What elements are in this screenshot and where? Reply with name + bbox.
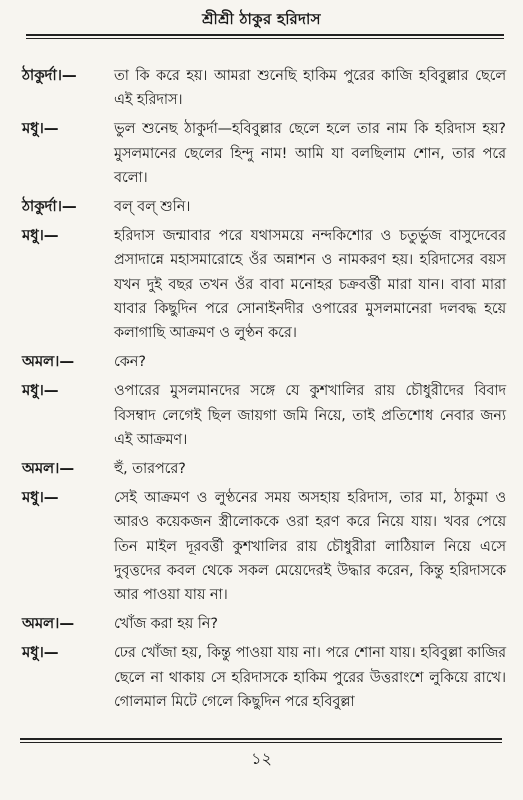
dialogue-entry	[0, 350, 523, 374]
speaker-label: মধু।—	[22, 227, 59, 245]
speaker-label: মধু।—	[22, 644, 59, 662]
speaker-label: মধু।—	[22, 382, 59, 400]
dialogue-entry	[0, 195, 523, 219]
header-rule	[26, 34, 504, 39]
speaker-label: অমল।—	[22, 353, 75, 371]
speaker-label: অমল।—	[22, 460, 75, 478]
speech-text: কেন?	[114, 354, 146, 371]
speech-text: ঢের খোঁজা হয়, কিন্তু পাওয়া যায় না। পরে শোনা যায়। হবিবুল্লা কাজির ছেলে না থাকায় সে হরিদাসকে হাকিম পুরের উত্তরাংশে লুকিয়ে রাখে। গোলমাল মিটে গেলে কিছুদিন পরে হবিবুল্লা	[114, 645, 506, 710]
speaker-label: মধু।—	[22, 489, 59, 507]
footer-rule	[20, 738, 502, 743]
speaker-label: অমল।—	[22, 615, 75, 633]
speech-text: খোঁজ করা হয় নি?	[114, 616, 218, 633]
speech-text: হরিদাস জন্মাবার পরে যথাসময়ে নন্দকিশোর ও চতুর্ভুজ বাসুদেবের প্রসাদান্নে মহাসমারোহে ওঁর অন্নাশন ও নামকরণ হয়। হরিদাসের বয়স যখন দুই বছর তখন ওঁর বাবা মনোহর চক্রবর্ত্তী মারা যান। বাবা মারা যাবার কিছুদিন পরে সোনাইনদীর ওপারের মুসলমানেরা দলবদ্ধ হয়ে কলাগাছি আক্রমণ ও লুণ্ঠন করে।	[114, 228, 506, 342]
dialogue-entry	[0, 641, 523, 714]
dialogue-entry	[0, 486, 523, 607]
speech-text: ভুল শুনেছ ঠাকুর্দা—হবিবুল্লার ছেলে হলে তার নাম কি হরিদাস হয়? মুসলমানের ছেলের হিন্দু নাম! আমি যা বলছিলাম শোন, তার পরে বলো।	[114, 121, 506, 186]
speech-text: হুঁ, তারপরে?	[114, 461, 186, 478]
running-header: শ্রীশ্রী ঠাকুর হরিদাস	[202, 10, 321, 28]
speaker-label: ঠাকুর্দা।—	[22, 67, 77, 84]
speech-text: তা কি করে হয়। আমরা শুনেছি হাকিম পুরের কাজি হবিবুল্লার ছেলে এই হরিদাস।	[114, 68, 506, 109]
speech-text: বল্ বল্ শুনি।	[114, 199, 191, 216]
dialogue-body	[0, 64, 523, 719]
speech-text: ওপারের মুসলমানদের সঙ্গে যে কুশখালির রায় চৌধুরীদের বিবাদ বিসম্বাদ লেগেই ছিল জায়গা জমি নিয়ে, তাই প্রতিশোধ নেবার জন্য এই আক্রমণ।	[114, 383, 506, 448]
page-number: ১২	[251, 749, 272, 768]
dialogue-entry	[0, 612, 523, 636]
dialogue-entry	[0, 379, 523, 452]
dialogue-entry	[0, 224, 523, 345]
speech-text: সেই আক্রমণ ও লুণ্ঠনের সময় অসহায় হরিদাস, তার মা, ঠাকুমা ও আরও কয়েকজন স্ত্রীলোককে ওরা হরণ করে নিয়ে যায়। খবর পেয়ে তিন মাইল দূরবর্ত্তী কুশখালির রায় চৌধুরীরা লাঠিয়াল নিয়ে এসে দুবৃত্তদের কবল থেকে সকল মেয়েদেরই উদ্ধার করেন, কিন্তু হরিদাসকে আর পাওয়া যায় না।	[114, 490, 506, 604]
dialogue-entry	[0, 457, 523, 481]
dialogue-entry	[0, 117, 523, 190]
dialogue-entry	[0, 64, 523, 112]
speaker-label: ঠাকুর্দা।—	[22, 198, 77, 216]
speaker-label: মধু।—	[22, 120, 59, 138]
